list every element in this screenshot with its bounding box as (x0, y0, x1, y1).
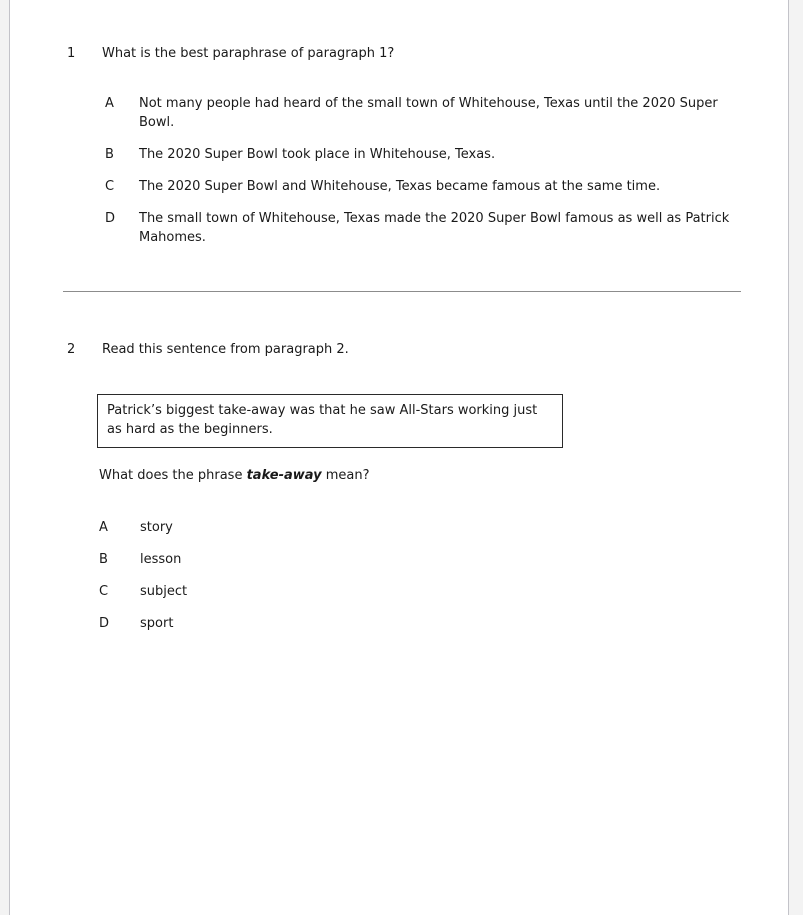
option-text: The 2020 Super Bowl and Whitehouse, Texas became famous at the same time. (139, 179, 661, 194)
option-letter: D (99, 616, 110, 631)
question-1-options (105, 94, 788, 247)
question-1-number: 1 (67, 46, 76, 61)
question-1-header (10, 44, 788, 63)
option-letter: A (99, 520, 108, 535)
question-1-option-b (105, 145, 788, 164)
option-text: subject (140, 584, 188, 599)
option-letter: B (99, 552, 108, 567)
question-1 (10, 44, 788, 247)
question-2-number: 2 (67, 342, 76, 357)
option-text: Not many people had heard of the small town of Whitehouse, Texas until the 2020 Super Bowl. (139, 96, 718, 130)
question-2-header (10, 340, 788, 359)
option-letter: A (105, 96, 114, 111)
quoted-sentence-text: Patrick’s biggest take-away was that he saw All-Stars working just as hard as the beginners. (107, 403, 538, 437)
question-1-option-d (105, 209, 788, 247)
question-2-sub-prompt (99, 466, 788, 485)
option-letter: B (105, 147, 114, 162)
option-text: The small town of Whitehouse, Texas made the 2020 Super Bowl famous as well as Patrick Mahomes. (139, 211, 730, 245)
test-page (9, 0, 789, 915)
sub-prompt-suffix: mean? (321, 468, 370, 483)
option-letter: C (105, 179, 115, 194)
option-letter: D (105, 211, 116, 226)
quoted-sentence-box (97, 394, 563, 448)
sub-prompt-prefix: What does the phrase (99, 468, 247, 483)
option-text: The 2020 Super Bowl took place in Whitehouse, Texas. (139, 147, 496, 162)
question-2-options (99, 518, 788, 633)
question-2-option-d (99, 614, 788, 633)
question-2-option-b (99, 550, 788, 569)
option-text: lesson (140, 552, 182, 567)
option-text: sport (140, 616, 174, 631)
question-2 (10, 340, 788, 633)
question-1-prompt: What is the best paraphrase of paragraph 1? (102, 46, 395, 61)
sub-prompt-emphasis: take-away (246, 468, 322, 483)
question-2-option-a (99, 518, 788, 537)
question-divider (63, 291, 741, 292)
question-1-option-a (105, 94, 788, 132)
question-2-prompt: Read this sentence from paragraph 2. (102, 342, 349, 357)
option-letter: C (99, 584, 109, 599)
question-2-option-c (99, 582, 788, 601)
question-1-option-c (105, 177, 788, 196)
option-text: story (140, 520, 173, 535)
